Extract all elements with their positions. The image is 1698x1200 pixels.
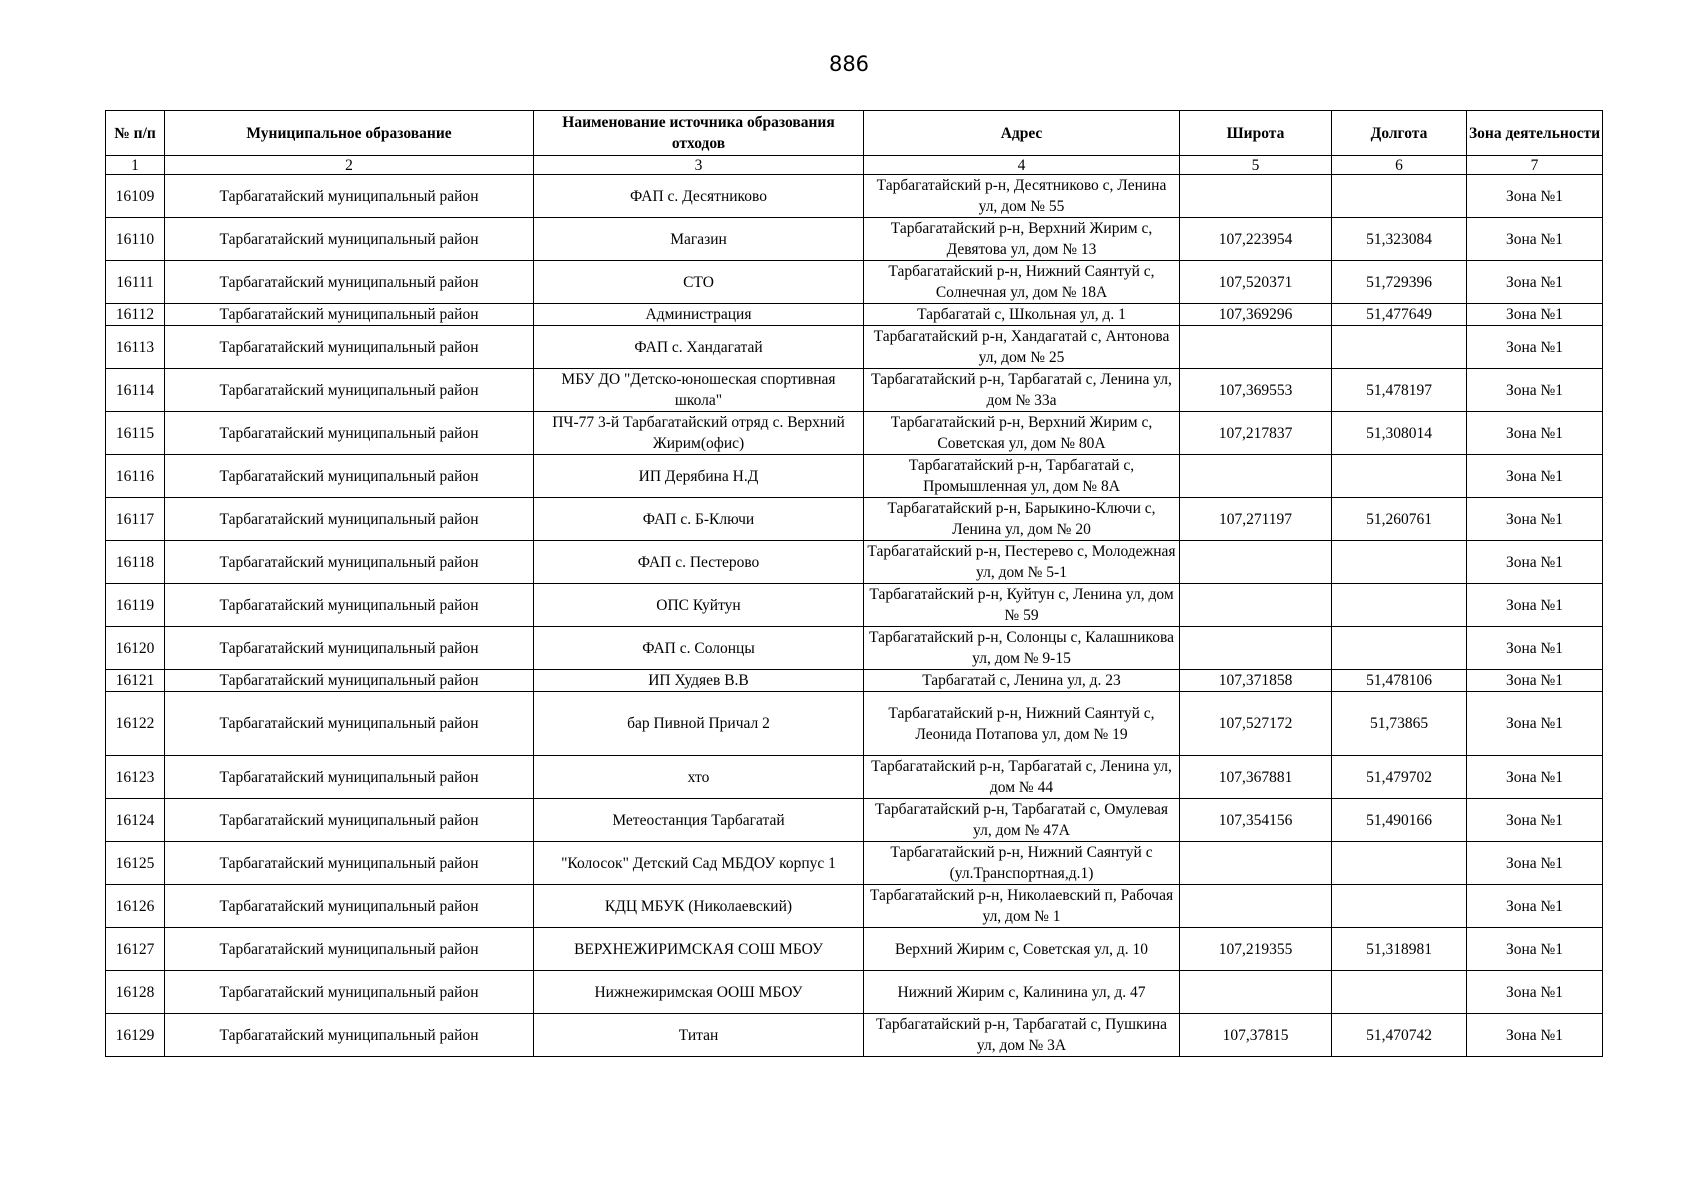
- zone-cell: Зона №1: [1467, 1014, 1603, 1057]
- column-number-cell: 5: [1180, 156, 1332, 175]
- row-number-cell: 16120: [106, 627, 165, 670]
- source-name-cell: Администрация: [534, 304, 864, 326]
- municipality-cell: Тарбагатайский муниципальный район: [165, 928, 534, 971]
- table-row: [106, 692, 1603, 756]
- municipality-cell: Тарбагатайский муниципальный район: [165, 756, 534, 799]
- source-name-cell: Нижнежиримская ООШ МБОУ: [534, 971, 864, 1014]
- source-name-cell: ФАП с. Б-Ключи: [534, 498, 864, 541]
- table-row: [106, 498, 1603, 541]
- latitude-cell: 107,520371: [1180, 261, 1332, 304]
- source-name-cell: хто: [534, 756, 864, 799]
- table-row: [106, 842, 1603, 885]
- municipality-cell: Тарбагатайский муниципальный район: [165, 455, 534, 498]
- longitude-cell: 51,479702: [1332, 756, 1467, 799]
- zone-cell: Зона №1: [1467, 971, 1603, 1014]
- row-number-cell: 16123: [106, 756, 165, 799]
- column-number-cell: 2: [165, 156, 534, 175]
- row-number-cell: 16119: [106, 584, 165, 627]
- header-cell-longitude: Долгота: [1332, 111, 1467, 156]
- row-number-cell: 16121: [106, 670, 165, 692]
- source-name-cell: ПЧ-77 3-й Тарбагатайский отряд с. Верхний Жирим(офис): [534, 412, 864, 455]
- table-row: [106, 541, 1603, 584]
- latitude-cell: [1180, 584, 1332, 627]
- column-number-row: [106, 156, 1603, 175]
- source-name-cell: Метеостанция Тарбагатай: [534, 799, 864, 842]
- address-cell: Тарбагатайский р-н, Тарбагатай с, Омулевая ул, дом № 47А: [864, 799, 1180, 842]
- zone-cell: Зона №1: [1467, 885, 1603, 928]
- header-cell-zone: Зона деятельности: [1467, 111, 1603, 156]
- latitude-cell: [1180, 455, 1332, 498]
- row-number-cell: 16113: [106, 326, 165, 369]
- row-number-cell: 16109: [106, 175, 165, 218]
- longitude-cell: [1332, 584, 1467, 627]
- municipality-cell: Тарбагатайский муниципальный район: [165, 541, 534, 584]
- address-cell: Тарбагатайский р-н, Барыкино-Ключи с, Ленина ул, дом № 20: [864, 498, 1180, 541]
- latitude-cell: [1180, 971, 1332, 1014]
- longitude-cell: 51,308014: [1332, 412, 1467, 455]
- row-number-cell: 16114: [106, 369, 165, 412]
- row-number-cell: 16124: [106, 799, 165, 842]
- table-row: [106, 218, 1603, 261]
- address-cell: Тарбагатайский р-н, Солонцы с, Калашникова ул, дом № 9-15: [864, 627, 1180, 670]
- municipality-cell: Тарбагатайский муниципальный район: [165, 412, 534, 455]
- table-row: [106, 584, 1603, 627]
- zone-cell: Зона №1: [1467, 304, 1603, 326]
- address-cell: Тарбагатайский р-н, Нижний Саянтуй с, Солнечная ул, дом № 18А: [864, 261, 1180, 304]
- address-cell: Тарбагатайский р-н, Верхний Жирим с, Девятова ул, дом № 13: [864, 218, 1180, 261]
- source-name-cell: МБУ ДО "Детско-юношеская спортивная школа": [534, 369, 864, 412]
- header-cell-municipality: Муниципальное образование: [165, 111, 534, 156]
- zone-cell: Зона №1: [1467, 498, 1603, 541]
- table-row: [106, 799, 1603, 842]
- latitude-cell: 107,37815: [1180, 1014, 1332, 1057]
- zone-cell: Зона №1: [1467, 541, 1603, 584]
- address-cell: Верхний Жирим с, Советская ул, д. 10: [864, 928, 1180, 971]
- header-cell-number: № п/п: [106, 111, 165, 156]
- longitude-cell: 51,729396: [1332, 261, 1467, 304]
- row-number-cell: 16125: [106, 842, 165, 885]
- column-number-cell: 3: [534, 156, 864, 175]
- table-row: [106, 670, 1603, 692]
- table-row: [106, 928, 1603, 971]
- longitude-cell: 51,490166: [1332, 799, 1467, 842]
- source-name-cell: ИП Дерябина Н.Д: [534, 455, 864, 498]
- longitude-cell: [1332, 885, 1467, 928]
- table-row: [106, 304, 1603, 326]
- municipality-cell: Тарбагатайский муниципальный район: [165, 799, 534, 842]
- table-row: [106, 261, 1603, 304]
- column-number-cell: 6: [1332, 156, 1467, 175]
- table-row: [106, 885, 1603, 928]
- longitude-cell: [1332, 971, 1467, 1014]
- municipality-cell: Тарбагатайский муниципальный район: [165, 1014, 534, 1057]
- latitude-cell: [1180, 326, 1332, 369]
- table-row: [106, 627, 1603, 670]
- address-cell: Нижний Жирим с, Калинина ул, д. 47: [864, 971, 1180, 1014]
- column-number-cell: 4: [864, 156, 1180, 175]
- source-name-cell: "Колосок" Детский Сад МБДОУ корпус 1: [534, 842, 864, 885]
- municipality-cell: Тарбагатайский муниципальный район: [165, 261, 534, 304]
- source-name-cell: СТО: [534, 261, 864, 304]
- header-row: [106, 111, 1603, 156]
- row-number-cell: 16122: [106, 692, 165, 756]
- zone-cell: Зона №1: [1467, 842, 1603, 885]
- municipality-cell: Тарбагатайский муниципальный район: [165, 175, 534, 218]
- row-number-cell: 16128: [106, 971, 165, 1014]
- latitude-cell: [1180, 175, 1332, 218]
- zone-cell: Зона №1: [1467, 799, 1603, 842]
- address-cell: Тарбагатайский р-н, Николаевский п, Рабочая ул, дом № 1: [864, 885, 1180, 928]
- source-name-cell: КДЦ МБУК (Николаевский): [534, 885, 864, 928]
- row-number-cell: 16118: [106, 541, 165, 584]
- address-cell: Тарбагатайский р-н, Десятниково с, Ленина ул, дом № 55: [864, 175, 1180, 218]
- table-row: [106, 756, 1603, 799]
- address-cell: Тарбагатай с, Школьная ул, д. 1: [864, 304, 1180, 326]
- row-number-cell: 16117: [106, 498, 165, 541]
- latitude-cell: [1180, 842, 1332, 885]
- address-cell: Тарбагатайский р-н, Верхний Жирим с, Советская ул, дом № 80А: [864, 412, 1180, 455]
- zone-cell: Зона №1: [1467, 670, 1603, 692]
- row-number-cell: 16112: [106, 304, 165, 326]
- municipality-cell: Тарбагатайский муниципальный район: [165, 692, 534, 756]
- longitude-cell: 51,260761: [1332, 498, 1467, 541]
- municipality-cell: Тарбагатайский муниципальный район: [165, 842, 534, 885]
- row-number-cell: 16126: [106, 885, 165, 928]
- longitude-cell: 51,478197: [1332, 369, 1467, 412]
- zone-cell: Зона №1: [1467, 369, 1603, 412]
- row-number-cell: 16111: [106, 261, 165, 304]
- latitude-cell: 107,219355: [1180, 928, 1332, 971]
- municipality-cell: Тарбагатайский муниципальный район: [165, 304, 534, 326]
- address-cell: Тарбагатайский р-н, Куйтун с, Ленина ул, дом № 59: [864, 584, 1180, 627]
- longitude-cell: [1332, 455, 1467, 498]
- municipality-cell: Тарбагатайский муниципальный район: [165, 218, 534, 261]
- table-row: [106, 175, 1603, 218]
- zone-cell: Зона №1: [1467, 928, 1603, 971]
- zone-cell: Зона №1: [1467, 326, 1603, 369]
- zone-cell: Зона №1: [1467, 627, 1603, 670]
- source-name-cell: ФАП с. Пестерово: [534, 541, 864, 584]
- longitude-cell: [1332, 627, 1467, 670]
- zone-cell: Зона №1: [1467, 584, 1603, 627]
- zone-cell: Зона №1: [1467, 692, 1603, 756]
- source-name-cell: Титан: [534, 1014, 864, 1057]
- latitude-cell: 107,354156: [1180, 799, 1332, 842]
- latitude-cell: 107,217837: [1180, 412, 1332, 455]
- latitude-cell: [1180, 541, 1332, 584]
- zone-cell: Зона №1: [1467, 261, 1603, 304]
- municipality-cell: Тарбагатайский муниципальный район: [165, 584, 534, 627]
- table-row: [106, 971, 1603, 1014]
- source-name-cell: ФАП с. Солонцы: [534, 627, 864, 670]
- address-cell: Тарбагатайский р-н, Тарбагатай с, Ленина ул, дом № 44: [864, 756, 1180, 799]
- longitude-cell: 51,323084: [1332, 218, 1467, 261]
- source-name-cell: ФАП с. Десятниково: [534, 175, 864, 218]
- table-row: [106, 412, 1603, 455]
- source-name-cell: ФАП с. Хандагатай: [534, 326, 864, 369]
- latitude-cell: 107,369553: [1180, 369, 1332, 412]
- zone-cell: Зона №1: [1467, 412, 1603, 455]
- address-cell: Тарбагатай с, Ленина ул, д. 23: [864, 670, 1180, 692]
- latitude-cell: 107,527172: [1180, 692, 1332, 756]
- municipality-cell: Тарбагатайский муниципальный район: [165, 670, 534, 692]
- municipality-cell: Тарбагатайский муниципальный район: [165, 885, 534, 928]
- longitude-cell: 51,318981: [1332, 928, 1467, 971]
- column-number-cell: 1: [106, 156, 165, 175]
- address-cell: Тарбагатайский р-н, Тарбагатай с, Пушкина ул, дом № 3А: [864, 1014, 1180, 1057]
- header-cell-source-name: Наименование источника образования отходов: [534, 111, 864, 156]
- longitude-cell: 51,470742: [1332, 1014, 1467, 1057]
- zone-cell: Зона №1: [1467, 175, 1603, 218]
- address-cell: Тарбагатайский р-н, Хандагатай с, Антонова ул, дом № 25: [864, 326, 1180, 369]
- source-name-cell: ВЕРХНЕЖИРИМСКАЯ СОШ МБОУ: [534, 928, 864, 971]
- source-name-cell: ИП Худяев В.В: [534, 670, 864, 692]
- longitude-cell: [1332, 842, 1467, 885]
- address-cell: Тарбагатайский р-н, Нижний Саянтуй с, Леонида Потапова ул, дом № 19: [864, 692, 1180, 756]
- longitude-cell: 51,478106: [1332, 670, 1467, 692]
- latitude-cell: 107,223954: [1180, 218, 1332, 261]
- latitude-cell: 107,271197: [1180, 498, 1332, 541]
- municipality-cell: Тарбагатайский муниципальный район: [165, 971, 534, 1014]
- longitude-cell: [1332, 175, 1467, 218]
- column-number-cell: 7: [1467, 156, 1603, 175]
- source-name-cell: ОПС Куйтун: [534, 584, 864, 627]
- table-row: [106, 1014, 1603, 1057]
- municipality-cell: Тарбагатайский муниципальный район: [165, 369, 534, 412]
- table-body: [106, 175, 1603, 1057]
- longitude-cell: [1332, 541, 1467, 584]
- address-cell: Тарбагатайский р-н, Тарбагатай с, Ленина ул, дом № 33а: [864, 369, 1180, 412]
- longitude-cell: [1332, 326, 1467, 369]
- municipality-cell: Тарбагатайский муниципальный район: [165, 498, 534, 541]
- table-row: [106, 455, 1603, 498]
- municipality-cell: Тарбагатайский муниципальный район: [165, 326, 534, 369]
- latitude-cell: [1180, 627, 1332, 670]
- longitude-cell: 51,73865: [1332, 692, 1467, 756]
- page-number: 886: [828, 52, 870, 76]
- latitude-cell: 107,369296: [1180, 304, 1332, 326]
- table-row: [106, 326, 1603, 369]
- row-number-cell: 16129: [106, 1014, 165, 1057]
- municipality-cell: Тарбагатайский муниципальный район: [165, 627, 534, 670]
- zone-cell: Зона №1: [1467, 218, 1603, 261]
- latitude-cell: [1180, 885, 1332, 928]
- source-name-cell: Магазин: [534, 218, 864, 261]
- row-number-cell: 16110: [106, 218, 165, 261]
- latitude-cell: 107,371858: [1180, 670, 1332, 692]
- header-cell-latitude: Широта: [1180, 111, 1332, 156]
- address-cell: Тарбагатайский р-н, Пестерево с, Молодежная ул, дом № 5-1: [864, 541, 1180, 584]
- latitude-cell: 107,367881: [1180, 756, 1332, 799]
- waste-sources-table: [105, 110, 1603, 1057]
- longitude-cell: 51,477649: [1332, 304, 1467, 326]
- row-number-cell: 16127: [106, 928, 165, 971]
- header-cell-address: Адрес: [864, 111, 1180, 156]
- row-number-cell: 16116: [106, 455, 165, 498]
- table-row: [106, 369, 1603, 412]
- zone-cell: Зона №1: [1467, 455, 1603, 498]
- row-number-cell: 16115: [106, 412, 165, 455]
- address-cell: Тарбагатайский р-н, Тарбагатай с, Промышленная ул, дом № 8А: [864, 455, 1180, 498]
- zone-cell: Зона №1: [1467, 756, 1603, 799]
- source-name-cell: бар Пивной Причал 2: [534, 692, 864, 756]
- address-cell: Тарбагатайский р-н, Нижний Саянтуй с (ул.Транспортная,д.1): [864, 842, 1180, 885]
